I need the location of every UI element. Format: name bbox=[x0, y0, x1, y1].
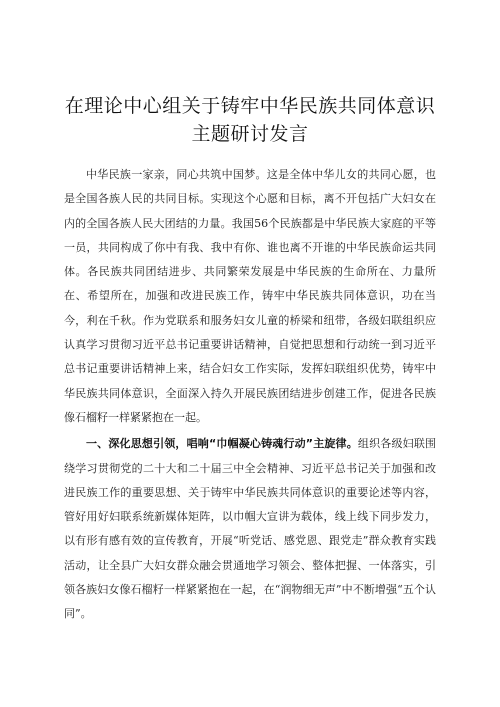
document-title: 在理论中心组关于铸牢中华民族共同体意识主题研讨发言 bbox=[64, 95, 436, 145]
section-one-paragraph bbox=[64, 432, 436, 626]
section-one-text: 组织各级妇联围绕学习贯彻党的二十大和二十届三中全会精神、习近平总书记关于加强和改进民族工作的重要思想、关于铸牢中华民族共同体意识的重要论述等内容，管好用好妇联系统新媒体矩阵，以巾帼大宣讲为载体，线上线下同步发力，以有形有感有效的宣传教育，开展“听党话、感党恩、跟党走”群众教育实践活动，让全县广大妇女群众融会贯通地学习领会、整体把握、一体落实，引领各族妇女像石榴籽一样紧紧抱在一起，在“润物细无声”中不断增强“五个认同”。 bbox=[64, 437, 436, 621]
document-body bbox=[64, 163, 436, 627]
section-one-heading: 一、深化思想引领，唱响“巾帼凝心铸魂行动”主旋律。 bbox=[86, 437, 358, 451]
intro-paragraph: 中华民族一家亲，同心共筑中国梦。这是全体中华儿女的共同心愿，也是全国各族人民的共同目标。实现这个心愿和目标，离不开包括广大妇女在内的全国各族人民大团结的力量。我国56个民族都是中华民族大家庭的平等一员，共同构成了你中有我、我中有你、谁也离不开谁的中华民族命运共同体。各民族共同团结进步、共同繁荣发展是中华民族的生命所在、力量所在、希望所在，加强和改进民族工作，铸牢中华民族共同体意识，功在当今，利在千秋。作为党联系和服务妇女儿童的桥梁和纽带，各级妇联组织应认真学习贯彻习近平总书记重要讲话精神，自觉把思想和行动统一到习近平总书记重要讲话精神上来，结合妇女工作实际，发挥妇联组织优势，铸牢中华民族共同体意识，全面深入持久开展民族团结进步创建工作，促进各民族像石榴籽一样紧紧抱在一起。 bbox=[64, 168, 436, 424]
